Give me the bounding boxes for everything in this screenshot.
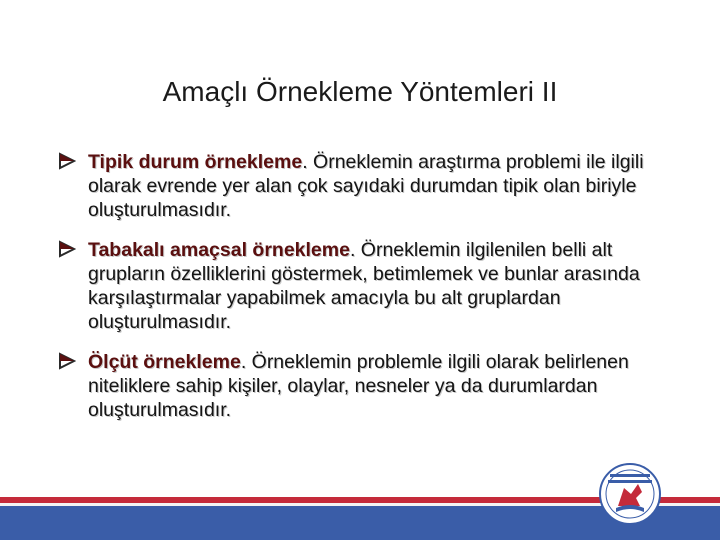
arrow-bullet-icon [58,240,76,258]
bullet-text [88,350,658,422]
arrow-bullet-icon [58,152,76,170]
bullet-term: Tabakalı amaçsal örnekleme [88,239,350,261]
bullet-text [88,238,658,334]
bullet-list [58,150,658,438]
slide-title: Amaçlı Örnekleme Yöntemleri II [162,76,558,107]
bullet-term: Tipik durum örnekleme [88,151,303,173]
bullet-description: . Örneklemin ilgilenilen belli alt grupların özelliklerini göstermek, betimlemek ve bunlar arasında karşılaştırmalar yapabilmek amacıyla bu alt gruplardan oluşturulmasıdır. [88,239,640,333]
bullet-description: . Örneklemin araştırma problemi ile ilgili olarak evrende yer alan çok sayıdaki durumdan tipik olan biriyle oluşturulmasıdır. [88,151,644,221]
university-logo-icon [598,462,662,526]
arrow-bullet-icon [58,352,76,370]
bullet-item [58,238,658,334]
bullet-text [88,150,658,222]
bullet-item [58,150,658,222]
bullet-description: . Örneklemin problemle ilgili olarak belirlenen niteliklere sahip kişiler, olaylar, nesneler ya da durumlardan oluşturulmasıdır. [88,351,629,421]
bullet-term: Ölçüt örnekleme [88,351,241,373]
bullet-item [58,350,658,422]
